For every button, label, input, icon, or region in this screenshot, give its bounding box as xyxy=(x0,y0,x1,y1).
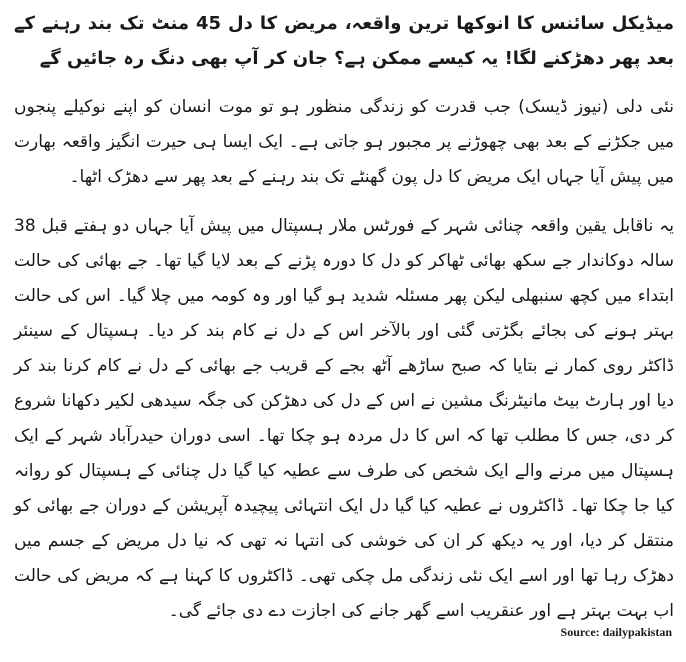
article-intro-paragraph: نئی دلی (نیوز ڈیسک) جب قدرت کو زندگی منظور ہو تو موت انسان کو اپنے نوکیلے پنجوں میں جکڑنے کے بعد بھی چھوڑنے پر مجبور ہو جاتی ہے۔ ایک ایسا ہی حیرت انگیز واقعہ بھارت میں پیش آیا جہاں ایک مریض کا دل پون گھنٹے تک بند رہنے کے بعد پھر سے دھڑک اٹھا۔ xyxy=(14,97,674,187)
article-body-paragraph: یہ ناقابل یقین واقعہ چنائی شہر کے فورٹس ملار ہسپتال میں پیش آیا جہاں دو ہفتے قبل 38 سالہ دوکاندار جے سکھ بھائی ٹھاکر کو دل کا دورہ پڑنے کے بعد لایا گیا تھا۔ جے بھائی کی حالت ابتداء میں کچھ سنبھلی لیکن پھر مسئلہ شدید ہو گیا اور وہ کومہ میں چلا گیا۔ اس کی حالت بہتر ہونے کی بجائے بگڑتی گئی اور بالآخر اس کے دل نے کام بند کر دیا۔ ہسپتال کے سینئر ڈاکٹر روی کمار نے بتایا کہ صبح ساڑھے آٹھ بجے کے قریب جے بھائی کے دل نے کام کرنا بند کر دیا اور ہارٹ بیٹ مانیٹرنگ مشین نے اس کے دل کی دھڑکن کی جگہ سیدھی لکیر دکھانا شروع کر دی، جس کا مطلب تھا کہ اس کا دل مردہ ہو چکا تھا۔ اسی دوران حیدرآباد شہر کے ایک ہسپتال میں مرنے والے ایک شخص کی طرف سے عطیہ کیا گیا دل چنائی کے ہسپتال کو روانہ کیا جا چکا تھا۔ ڈاکٹروں نے عطیہ کیا گیا دل ایک انتہائی پیچیدہ آپریشن کے دوران جے بھائی کو منتقل کر دیا، اور یہ دیکھ کر ان کی خوشی کی انتہا نہ تھی کہ نیا دل مریض کے جسم میں دھڑک رہا تھا اور اسے ایک نئی زندگی مل چکی تھی۔ ڈاکٹروں کا کہنا ہے کہ مریض کی حالت اب بہت بہتر ہے اور عنقریب اسے گھر جانے کی اجازت دے دی جائے گی۔ xyxy=(14,216,674,621)
source-credit: Source: dailypakistan xyxy=(560,625,672,639)
article-headline: میڈیکل سائنس کا انوکھا ترین واقعہ، مریض کا دل 45 منٹ تک بند رہنے کے بعد پھر دھڑکنے لگا! یہ کیسے ممکن ہے؟ جان کر آپ بھی دنگ رہ جائیں گے xyxy=(14,13,674,69)
article xyxy=(14,6,674,629)
